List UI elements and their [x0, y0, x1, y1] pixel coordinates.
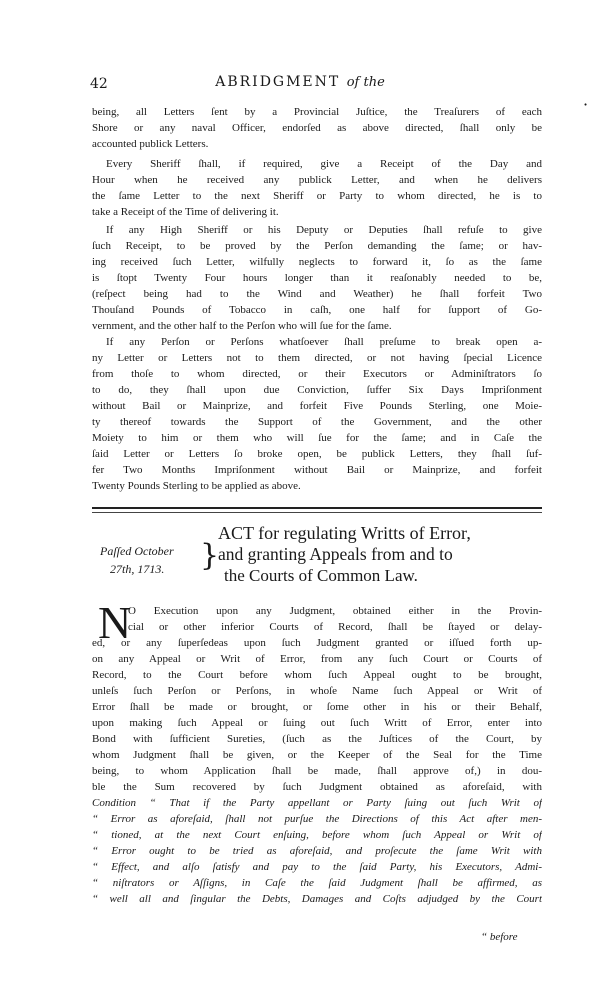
text-line: If any High Sheriff or his Deputy or Deputies ſhall refuſe to give: [106, 224, 542, 236]
running-head: [0, 74, 600, 90]
paragraph-2: [92, 156, 542, 220]
section-rule: [92, 507, 542, 509]
brace-icon: }: [200, 538, 220, 573]
text-line: vernment, and the other half to the Perſon who will ſue for the ſame.: [92, 320, 392, 332]
text-line: from thoſe to whom directed, or their Executors or Adminiſtrators ſo: [92, 368, 542, 380]
running-head-tail: of the: [346, 75, 385, 90]
text-line: Error ſhall be made or brought, or ſome other in his or their Behalf,: [92, 701, 542, 713]
act-body-lead: [128, 603, 542, 635]
text-line: ſuch Receipt, to be proved by the Perſon demanding the ſame; or hav-: [92, 240, 542, 252]
text-line: ſaid Letter or Letters ſo broke open, be publick Letters, they ſhall ſuf-: [92, 448, 542, 460]
text-line: on any Appeal or Writ of Error, from any ſuch Court or Courts of: [92, 653, 542, 665]
text-line: Bond with ſufficient Sureties, (ſuch as the Juſtices of the Court, by: [92, 733, 542, 745]
section-rule-thin: [92, 512, 542, 513]
text-line: accounted publick Letters.: [92, 138, 209, 150]
text-line: “ Error ought to be tried as aforeſaid, and proſecute the ſame Writ with: [92, 845, 542, 857]
text-line: is ſtopt Twenty Four hours longer than it reaſonably needed to be,: [92, 272, 542, 284]
text-line: Thouſand Pounds of Tobacco in caſh, one half for ſupport of Go-: [92, 304, 542, 316]
text-line: O Execution upon any Judgment, obtained either in the Provin-: [128, 605, 542, 617]
act-title-line: ACT for regulating Writts of Error,: [218, 523, 471, 543]
running-head-title: ABRIDGMENT: [215, 74, 341, 90]
act-title-line: and granting Appeals from and to: [218, 544, 453, 564]
passed-date-note: [100, 542, 174, 578]
text-line: unleſs ſuch Perſon or Perſons, in whoſe Name ſuch Appeal or Writ of: [92, 685, 542, 697]
text-line: ble the Sum recovered by ſuch Judgment obtained as aforeſaid, with: [92, 781, 542, 793]
text-line: whom Judgment ſhall be given, or the Keeper of the Seal for the Time: [92, 749, 542, 761]
text-line: Every Sheriff ſhall, if required, give a Receipt of the Day and: [106, 158, 542, 170]
text-line: ed, or any ſuperſedeas upon ſuch Judgment granted or iſſued forth up-: [92, 637, 542, 649]
text-line: being, to whom Application ſhall be made, ſhall approve of,) in dou-: [92, 765, 542, 777]
catchword: “ before: [481, 931, 518, 943]
text-line: Hour when he received any publick Letter, and when he delivers: [92, 174, 542, 186]
text-line: “ tioned, at the next Court enſuing, before whom ſuch Appeal or Writ of: [92, 829, 542, 841]
text-line: Moiety to him or them who will ſue for the ſame; and in Caſe the: [92, 432, 542, 444]
passed-line-1: Paſſed October: [100, 544, 174, 558]
act-title: [218, 523, 548, 586]
text-line: cial or other inferior Courts of Record, ſhall be ſtayed or delay-: [128, 621, 542, 633]
text-line: fer Two Months Impriſonment without Bail or Mainprize, and forfeit: [92, 464, 542, 476]
text-line: Shore or any naval Officer, endorſed as above directed, ſhall only be: [92, 122, 542, 134]
act-body: [92, 635, 542, 907]
text-line: Condition “ That if the Party appellant or Party ſuing out ſuch Writ of: [92, 797, 542, 809]
margin-mark: ·: [583, 95, 589, 114]
text-line: the ſame Letter to the next Sheriff or Party to whom directed, he is to: [92, 190, 542, 202]
text-line: (reſpect being had to the Wind and Weather) he ſhall forfeit Two: [92, 288, 542, 300]
paragraph-3: [92, 222, 542, 334]
text-line: without Bail or Mainprize, and forfeit Five Pounds Sterling, one Moie-: [92, 400, 542, 412]
text-line: being, all Letters ſent by a Provincial Juſtice, the Treaſurers of each: [92, 106, 542, 118]
text-line: If any Perſon or Perſons whatſoever ſhall preſume to break open a-: [106, 336, 542, 348]
paragraph-4: [92, 334, 542, 494]
paragraph-1: [92, 104, 542, 152]
text-line: “ well all and ſingular the Debts, Damages and Coſts adjudged by the Court: [92, 893, 542, 905]
text-line: Twenty Pounds Sterling to be applied as above.: [92, 480, 301, 492]
text-line: ing received ſuch Letter, wilfully neglects to forward it, ſo as the ſame: [92, 256, 542, 268]
text-line: “ niſtrators or Aſſigns, in Caſe the ſaid Judgment ſhall be affirmed, as: [92, 877, 542, 889]
text-line: “ Effect, and alſo ſatisfy and pay to the ſaid Party, his Executors, Admi-: [92, 861, 542, 873]
text-line: ty thereof towards the Support of the Government, and the other: [92, 416, 542, 428]
text-line: to do, they ſhall upon due Conviction, ſuffer Six Days Impriſonment: [92, 384, 542, 396]
act-title-line: the Courts of Common Law.: [224, 566, 418, 585]
text-line: take a Receipt of the Time of delivering it.: [92, 206, 279, 218]
text-line: upon making ſuch Appeal or ſuing out ſuch Writt of Error, enter into: [92, 717, 542, 729]
passed-line-2: 27th, 1713.: [110, 562, 165, 576]
drop-cap: N: [98, 597, 132, 648]
page-number: 42: [90, 76, 108, 92]
text-line: “ Error as aforeſaid, ſhall not purſue the Directions of this Act after men-: [92, 813, 542, 825]
text-line: ny Letter or Letters not to them directed, or not having ſpecial Licence: [92, 352, 542, 364]
text-line: Record, to the Court before whom ſuch Appeal ought to be brought,: [92, 669, 542, 681]
